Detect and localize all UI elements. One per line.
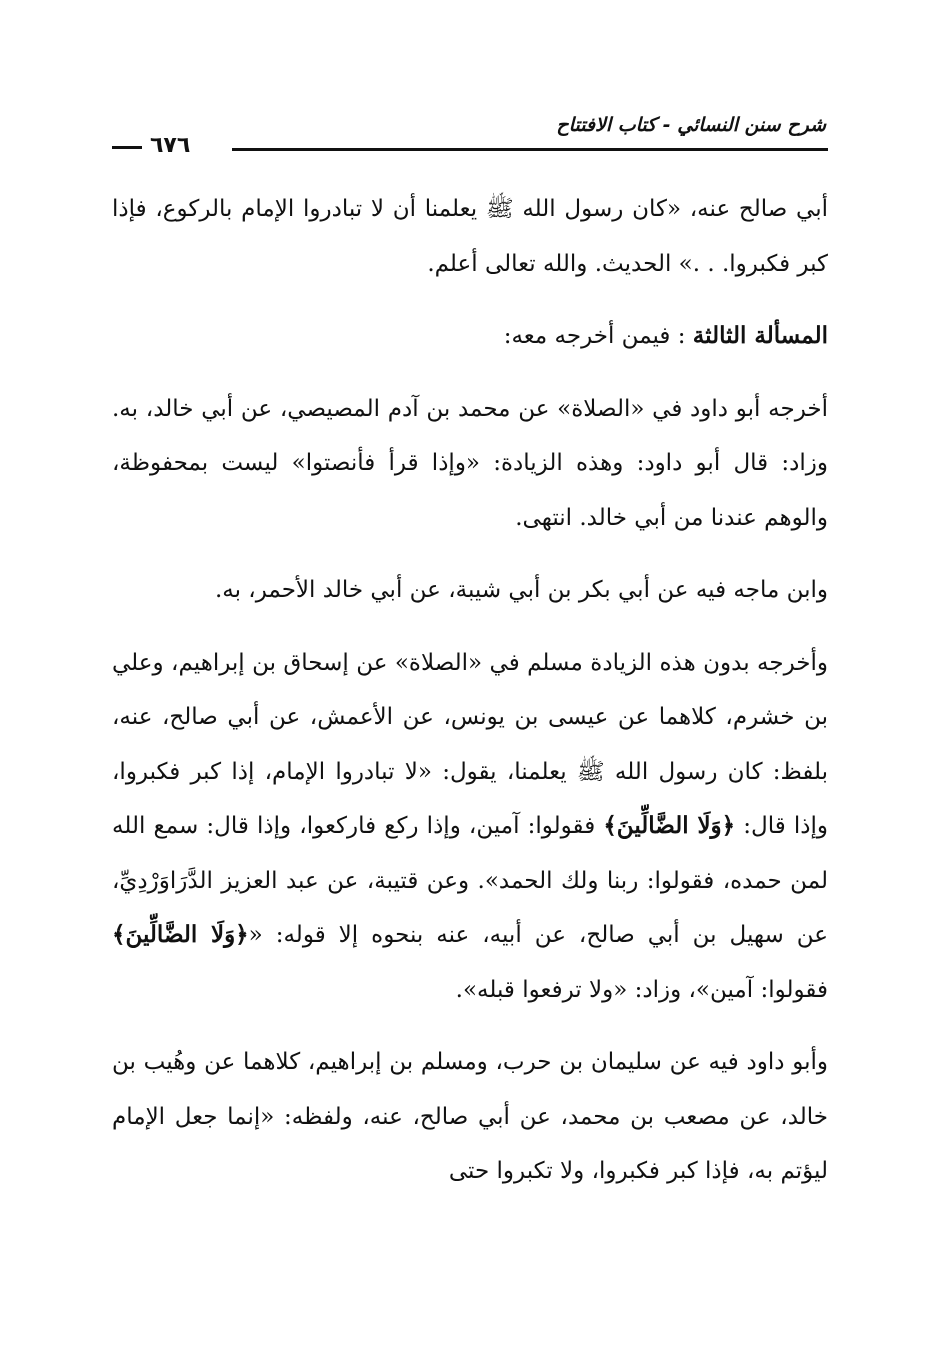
paragraph-5-part-c: فقولوا: آمين»، وزاد: «ولا ترفعوا قبله».: [455, 976, 828, 1003]
section-heading-rest: : فيمن أخرجه معه:: [503, 323, 686, 349]
paragraph-1: أبي صالح عنه، «كان رسول الله ﷺ يعلمنا أن لا تبادروا الإمام بالركوع، فإذا كبر فكبروا. . .» الحديث. والله تعالى أعلم.: [112, 196, 828, 277]
page-number-rule: [112, 146, 142, 149]
paragraph-6: وأبو داود فيه عن سليمان بن حرب، ومسلم بن إبراهيم، كلاهما عن وهُيب بن خالد، عن مصعب بن محمد، عن أبي صالح، عنه، ولفظه: «إنما جعل الإمام ليؤتم به، فإذا كبر فكبروا، ولا تكبروا حتى: [112, 1049, 828, 1184]
page-number: [112, 132, 224, 162]
quran-quote-2: ﴿وَلَا الضَّالِّينَ﴾: [112, 921, 249, 948]
paragraph-2: [112, 309, 828, 364]
paragraph-5: [112, 636, 828, 1018]
quran-quote-1: ﴿وَلَا الضَّالِّينَ﴾: [603, 812, 736, 839]
paragraph-4: وابن ماجه فيه عن أبي بكر بن أبي شيبة، عن أبي خالد الأحمر، به.: [214, 577, 828, 603]
header-rule: [232, 148, 828, 151]
header-title: شرح سنن النسائي - كتاب الافتتاح: [556, 114, 826, 136]
paragraph-5-part-b: فقولوا: آمين، وإذا ركع فاركعوا، وإذا قال: سمع الله لمن حمده، فقولوا: ربنا ولك الحمد». وعن قتيبة، عن عبد العزيز الدَّرَاوَرْدِيِّ، عن سهيل بن أبي صالح، عن أبيه، عنه بنحوه إلا قوله: «: [112, 813, 828, 948]
section-heading: المسألة الثالثة: [692, 322, 828, 349]
paragraph-3: أخرجه أبو داود في «الصلاة» عن محمد بن آدم المصيصي، عن أبي خالد، به. وزاد: قال أبو داود: وهذه الزيادة: «وإذا قرأ فأنصتوا» ليست بمحفوظة، والوهم عندنا من أبي خالد. انتهى.: [112, 395, 828, 531]
page-number-text: ٦٧٦: [150, 133, 191, 158]
paragraph-5-part-a: وأخرجه بدون هذه الزيادة مسلم في «الصلاة» عن إسحاق بن إبراهيم، وعلي بن خشرم، كلاهما عن عيسى بن يونس، عن الأعمش، عن أبي صالح، عنه، بلفظ: كان رسول الله ﷺ يعلمنا، يقول: «لا تبادروا الإمام، إذا كبر فكبروا، وإذا قال:: [112, 649, 829, 839]
body-text: [112, 182, 828, 1199]
